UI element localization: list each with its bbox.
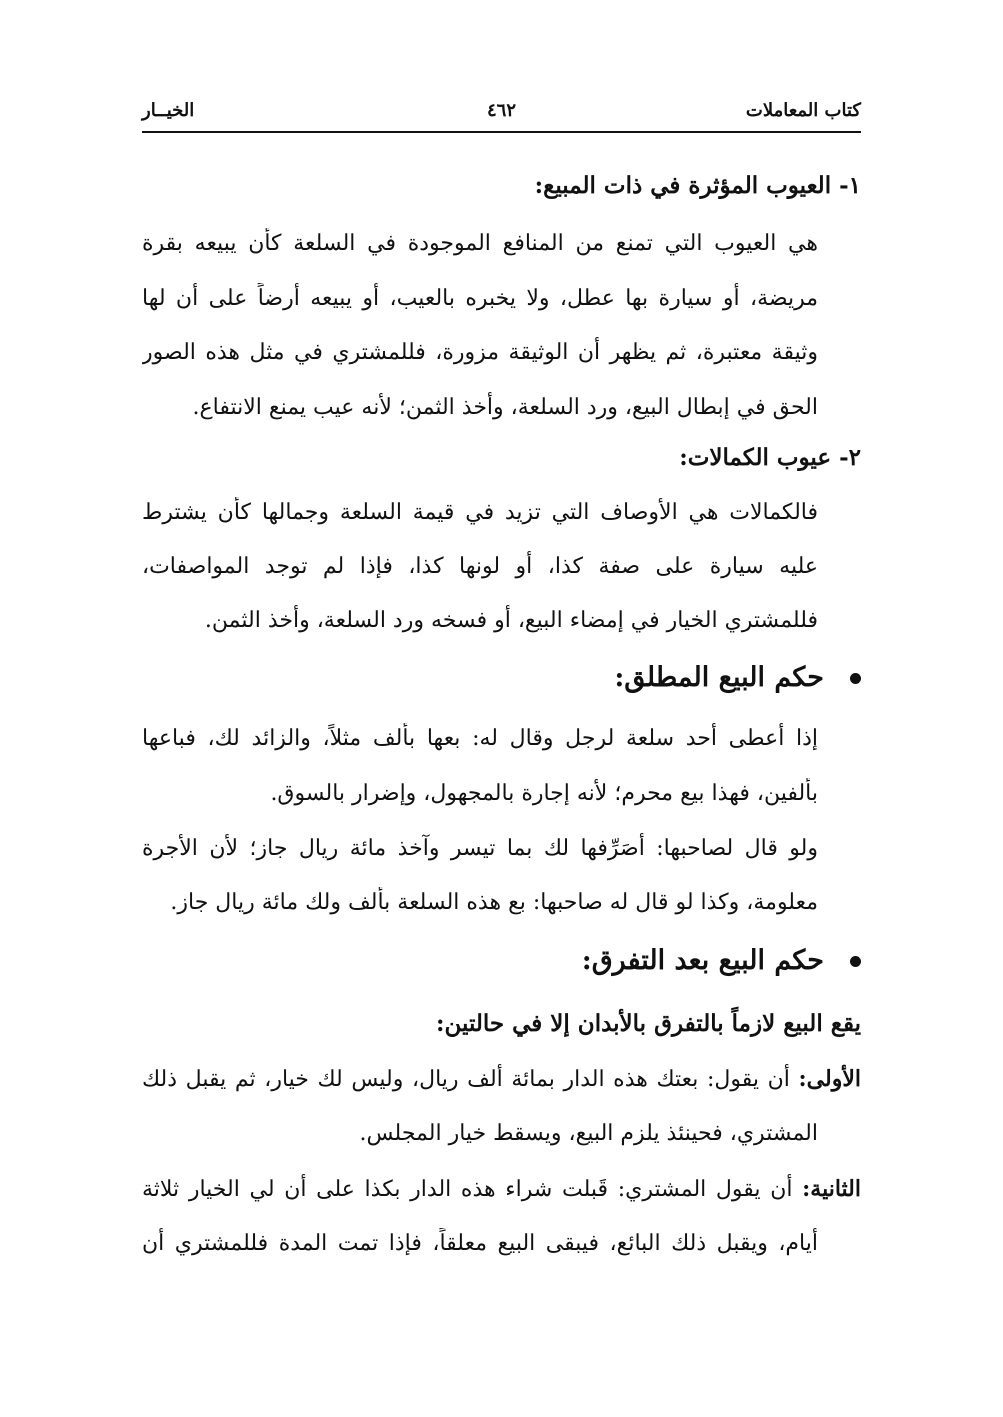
heading-defects-in-item: ١- العيوب المؤثرة في ذات المبيع: — [534, 172, 861, 199]
subheading-two-cases: يقع البيع لازماً بالتفرق بالأبدان إلا في حالتين: — [436, 1010, 861, 1037]
paragraph-line: الحق في إبطال البيع، ورد السلعة، وأخذ الثمن؛ لأنه عيب يمنع الانتفاع. — [192, 395, 818, 420]
paragraph-line: هي العيوب التي تمنع من المنافع الموجودة في السلعة كأن يبيعه بقرة — [142, 231, 818, 256]
bullet-icon — [850, 673, 861, 684]
paragraph-line: المشتري، فحينئذ يلزم البيع، ويسقط خيار المجلس. — [359, 1121, 818, 1146]
paragraph-line: عليه سيارة على صفة كذا، أو لونها كذا، فإذا لم توجد المواصفات، — [142, 554, 818, 579]
paragraph-line — [142, 1063, 861, 1096]
paragraph-line: وثيقة معتبرة، ثم يظهر أن الوثيقة مزورة، فللمشتري في مثل هذه الصور — [142, 340, 818, 365]
section-title: الخيــار — [142, 100, 195, 121]
line-text: أن يقول المشتري: قَبلت شراء هذه الدار بكذا على أن لي الخيار ثلاثة — [142, 1177, 803, 1202]
heading-text: حكم البيع المطلق: — [614, 662, 824, 693]
heading-text: حكم البيع بعد التفرق: — [581, 945, 824, 976]
line-text: أن يقول: بعتك هذه الدار بمائة ألف ريال، وليس لك خيار، ثم يقبل ذلك — [142, 1067, 799, 1092]
case-term-first: الأولى: — [798, 1066, 861, 1092]
paragraph-line: أيام، ويقبل ذلك البائع، فيبقى البيع معلقاً، فإذا تمت المدة فللمشتري أن — [142, 1231, 818, 1256]
page-number: ٤٦٢ — [486, 100, 517, 121]
paragraph-line: معلومة، وكذا لو قال له صاحبها: بع هذه السلعة بألف ولك مائة ريال جاز. — [170, 890, 818, 915]
bullet-icon — [850, 956, 861, 967]
heading-completeness-defects: ٢- عيوب الكمالات: — [679, 444, 861, 471]
heading-absolute-sale — [142, 660, 861, 696]
running-header — [142, 100, 861, 130]
paragraph-line: فالكمالات هي الأوصاف التي تزيد في قيمة السلعة وجمالها كأن يشترط — [142, 500, 818, 525]
book-title: كتاب المعاملات — [745, 100, 861, 121]
heading-sale-after-separation — [142, 943, 861, 979]
paragraph-line: إذا أعطى أحد سلعة لرجل وقال له: بعها بألف مثلاً، والزائد لك، فباعها — [142, 726, 818, 751]
paragraph-line — [142, 1173, 861, 1206]
case-term-second: الثانية: — [802, 1176, 861, 1202]
paragraph-line: بألفين، فهذا بيع محرم؛ لأنه إجارة بالمجهول، وإضرار بالسوق. — [270, 781, 818, 806]
paragraph-line: فللمشتري الخيار في إمضاء البيع، أو فسخه ورد السلعة، وأخذ الثمن. — [204, 608, 818, 633]
paragraph-line: ولو قال لصاحبها: أُصَرِّفها لك بما تيسر وآخذ مائة ريال جاز؛ لأن الأجرة — [142, 836, 818, 861]
header-divider — [142, 131, 861, 133]
paragraph-line: مريضة، أو سيارة بها عطل، ولا يخبره بالعيب، أو يبيعه أرضاً على أن لها — [142, 286, 818, 311]
